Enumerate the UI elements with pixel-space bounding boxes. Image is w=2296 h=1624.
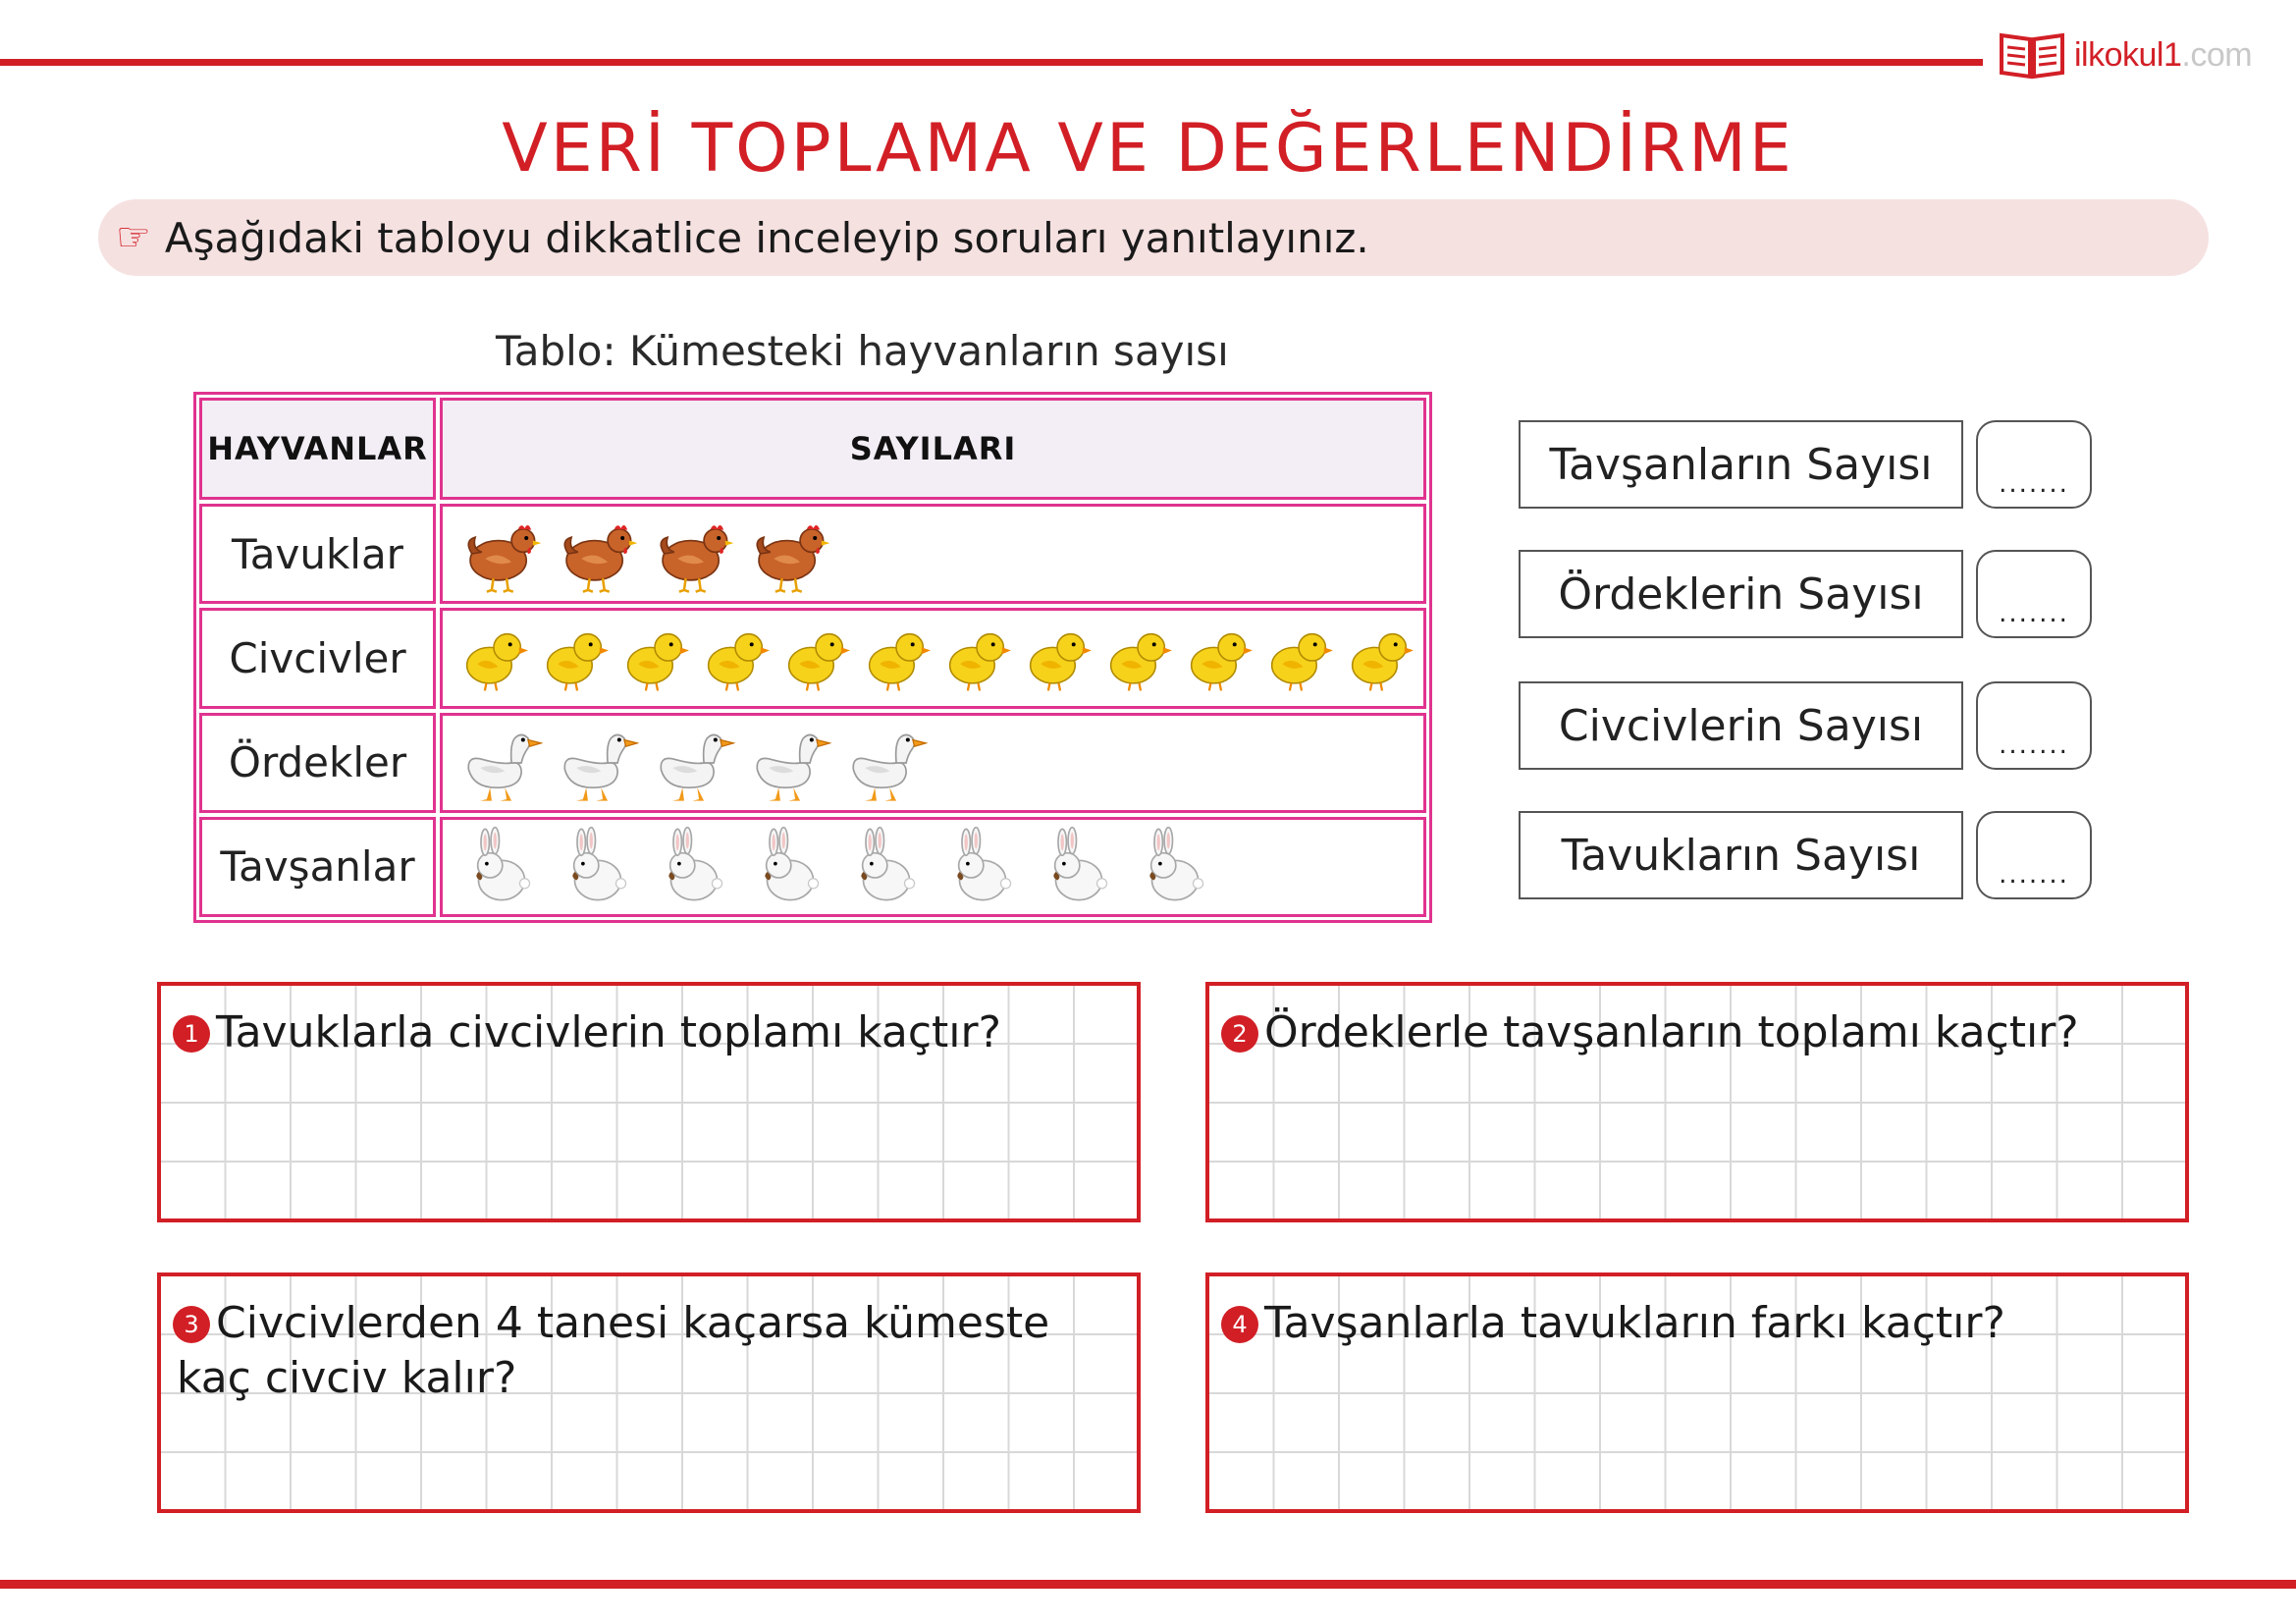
chick-icon <box>939 619 1014 697</box>
chick-icon <box>1020 619 1095 697</box>
hen-icon <box>557 510 639 598</box>
row-icons-hens <box>440 504 1426 604</box>
page-title: VERİ TOPLAMA VE DEĞERLENDİRME <box>502 110 1794 188</box>
row-icons-chicks <box>440 608 1426 708</box>
answer-label: Civcivlerin Sayısı <box>1519 681 1963 770</box>
row-label-rabbits: Tavşanlar <box>199 817 436 917</box>
answer-blank[interactable]: ....... <box>1976 811 2092 899</box>
duck-icon <box>845 719 928 807</box>
book-icon <box>1998 29 2066 81</box>
table-caption: Tablo: Kümesteki hayvanların sayısı <box>496 327 1229 375</box>
row-label-chicks: Civcivler <box>199 608 436 708</box>
question-box-2[interactable] <box>1205 982 2189 1222</box>
duck-icon <box>557 719 639 807</box>
chick-icon <box>617 619 692 697</box>
pointing-hand-icon: ☞ <box>116 215 151 260</box>
rabbit-icon <box>557 823 639 911</box>
answer-row-rabbits <box>1519 420 2089 511</box>
header-counts: SAYILARI <box>440 398 1426 500</box>
rabbit-icon <box>1038 823 1120 911</box>
question-number-badge: 3 <box>173 1306 210 1343</box>
question-box-1[interactable] <box>157 982 1141 1222</box>
hen-icon <box>653 510 735 598</box>
question-text: Tavşanlarla tavukların farkı kaçtır? <box>1264 1298 2005 1348</box>
question-number-badge: 4 <box>1221 1306 1258 1343</box>
answer-row-chicks <box>1519 681 2089 772</box>
rabbit-icon <box>460 823 543 911</box>
chick-icon <box>698 619 773 697</box>
chick-icon <box>1100 619 1175 697</box>
top-rule <box>0 59 1983 66</box>
chick-icon <box>1342 619 1416 697</box>
rabbit-icon <box>749 823 831 911</box>
answer-label: Tavukların Sayısı <box>1519 811 1963 899</box>
question-box-4[interactable] <box>1205 1272 2189 1513</box>
answer-blank[interactable]: ....... <box>1976 681 2092 770</box>
instruction-text: Aşağıdaki tabloyu dikkatlice inceleyip soruları yanıtlayınız. <box>164 213 1369 262</box>
pictograph-table <box>193 392 1432 923</box>
row-icons-rabbits <box>440 817 1426 917</box>
question-number-badge: 1 <box>173 1015 210 1053</box>
answer-blank[interactable]: ....... <box>1976 550 2092 638</box>
rabbit-icon <box>653 823 735 911</box>
answer-label: Tavşanların Sayısı <box>1519 420 1963 509</box>
row-icons-ducks <box>440 713 1426 813</box>
site-logo[interactable] <box>1998 29 2252 81</box>
question-box-3[interactable] <box>157 1272 1141 1513</box>
rabbit-icon <box>1134 823 1216 911</box>
answer-row-ducks <box>1519 550 2089 640</box>
header-animals: HAYVANLAR <box>199 398 436 500</box>
rabbit-icon <box>845 823 928 911</box>
question-text: Ördeklerle tavşanların toplamı kaçtır? <box>1264 1007 2079 1057</box>
question-text: Tavuklarla civcivlerin toplamı kaçtır? <box>216 1007 1001 1057</box>
chick-icon <box>456 619 531 697</box>
hen-icon <box>460 510 543 598</box>
row-label-hens: Tavuklar <box>199 504 436 604</box>
row-label-ducks: Ördekler <box>199 713 436 813</box>
question-number-badge: 2 <box>1221 1015 1258 1053</box>
chick-icon <box>778 619 853 697</box>
duck-icon <box>653 719 735 807</box>
answer-row-hens <box>1519 811 2089 901</box>
question-text: Civcivlerden 4 tanesi kaçarsa kümeste kaç civciv kalır? <box>177 1298 1050 1403</box>
chick-icon <box>1181 619 1255 697</box>
chick-icon <box>537 619 612 697</box>
answer-blank[interactable]: ....... <box>1976 420 2092 509</box>
rabbit-icon <box>941 823 1024 911</box>
bottom-rule <box>0 1580 2296 1589</box>
duck-icon <box>460 719 543 807</box>
hen-icon <box>749 510 831 598</box>
chick-icon <box>859 619 934 697</box>
answer-label: Ördeklerin Sayısı <box>1519 550 1963 638</box>
instruction-banner <box>98 199 2209 276</box>
chick-icon <box>1261 619 1336 697</box>
logo-wordmark: ilkokul1.com <box>2074 35 2253 74</box>
duck-icon <box>749 719 831 807</box>
